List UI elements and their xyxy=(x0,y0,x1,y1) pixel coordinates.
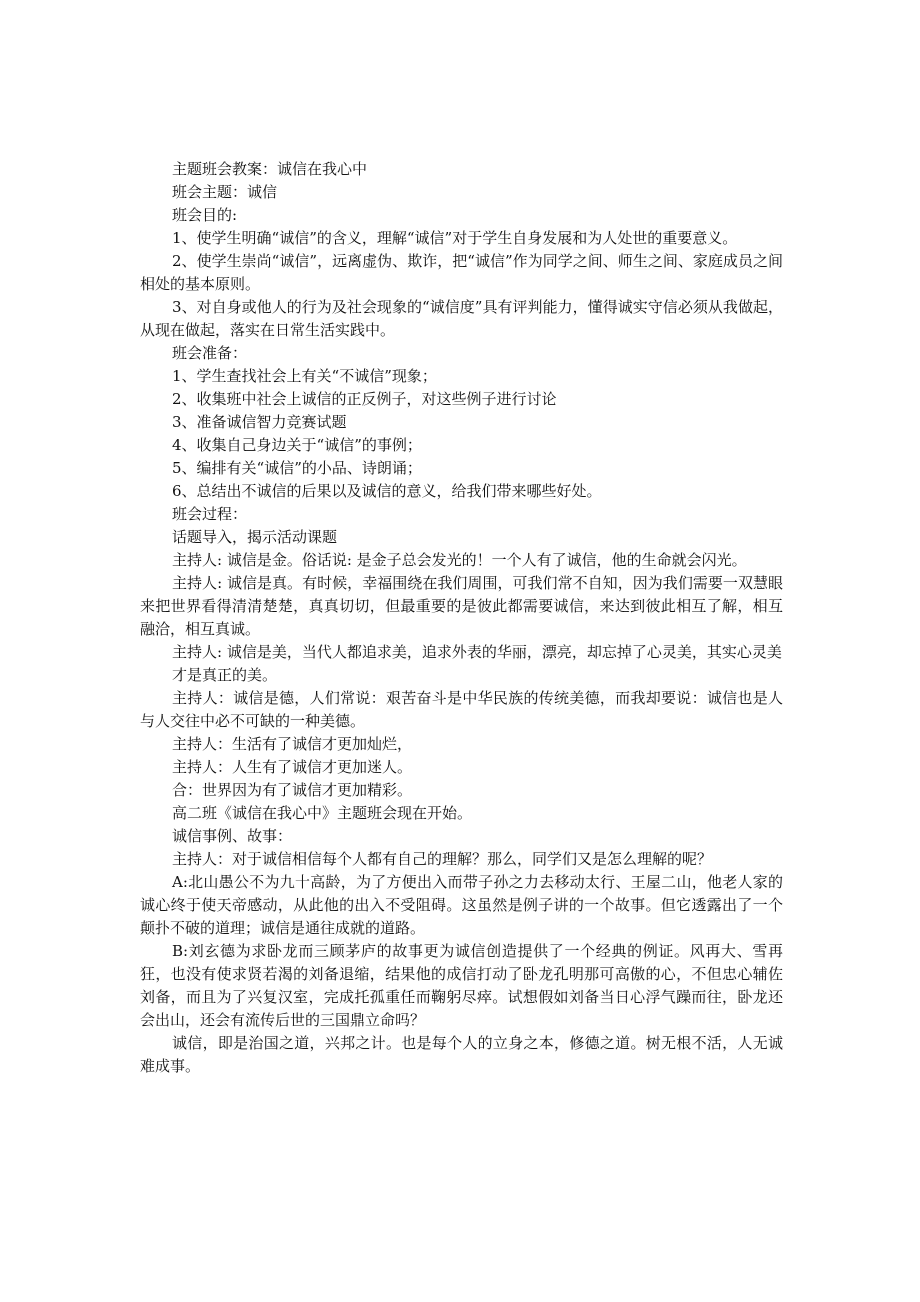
host-line-gold: 主持人: 诚信是金。俗话说: 是金子总会发光的！一个人有了诚信，他的生命就会闪光。 xyxy=(172,551,747,569)
preparation-item-6: 6、总结出不诚信的后果以及诚信的意义，给我们带来哪些好处。 xyxy=(172,482,602,500)
conclusion-paragraph: 诚信，即是治国之道，兴邦之计。也是每个人的立身之本，修德之道。树无根不活，人无诚难成事。 xyxy=(140,1034,783,1075)
preparation-item-3: 3、准备诚信智力竞赛试题 xyxy=(172,413,347,431)
preparation-item-1: 1、学生查找社会上有关“不诚信”现象； xyxy=(172,367,437,385)
story-a: A:北山愚公不为九十高龄，为了方便出入而带子孙之力去移动太行、王屋二山，他老人家的诚心终于使天帝感动，从此他的出入不受阻碍。这虽然是例子讲的一个故事。但它透露出了一个颠扑不破的道理；诚信是通往成就的道路。 xyxy=(140,873,783,937)
meeting-theme: 班会主题：诚信 xyxy=(172,183,278,201)
preparation-item-2: 2、收集班中社会上诚信的正反例子，对这些例子进行讨论 xyxy=(172,390,557,408)
purpose-item-3: 3、对自身或他人的行为及社会现象的“诚信度”具有评判能力，懂得诚实守信必须从我做起，从现在做起，落实在日常生活实践中。 xyxy=(140,298,783,339)
chorus-line: 合：世界因为有了诚信才更加精彩。 xyxy=(172,781,413,799)
section-heading-preparation: 班会准备： xyxy=(172,344,248,362)
process-intro: 话题导入，揭示活动课题 xyxy=(172,528,338,546)
story-b: B:刘玄德为求卧龙而三顾茅庐的故事更为诚信创造提供了一个经典的例证。风再大、雪再狂，也没有使求贤若渴的刘备退缩，结果他的成信打动了卧龙孔明那可高傲的心，不但忠心辅佐刘备，而且为了兴复汉室，完成托孤重任而鞠躬尽瘁。试想假如刘备当日心浮气躁而往，卧龙还会出山，还会有流传后世的三国鼎立命吗？ xyxy=(140,942,783,1029)
host-line-truth: 主持人: 诚信是真。有时候，幸福围绕在我们周围，可我们常不自知，因为我们需要一双慧眼来把世界看得清清楚楚，真真切切，但最重要的是彼此都需要诚信，来达到彼此相互了解，相互融洽，相互真诚。 xyxy=(140,574,783,638)
purpose-item-2: 2、使学生崇尚“诚信”，远离虚伪、欺诈，把“诚信”作为同学之间、师生之间、家庭成员之间相处的基本原则。 xyxy=(140,252,783,293)
host-line-life-bright: 主持人：生活有了诚信才更加灿烂， xyxy=(172,735,413,753)
host-line-beauty-continued: 才是真正的美。 xyxy=(172,666,278,684)
section-heading-process: 班会过程： xyxy=(172,505,248,523)
document-title: 主题班会教案：诚信在我心中 xyxy=(172,160,368,178)
section-heading-stories: 诚信事例、故事： xyxy=(172,827,293,845)
preparation-item-4: 4、收集自己身边关于“诚信”的事例； xyxy=(172,436,422,454)
purpose-item-1: 1、使学生明确“诚信”的含义，理解“诚信”对于学生自身发展和为人处世的重要意义。 xyxy=(172,229,738,247)
preparation-item-5: 5、编排有关“诚信”的小品、诗朗诵； xyxy=(172,459,422,477)
host-line-virtue: 主持人：诚信是德，人们常说：艰苦奋斗是中华民族的传统美德，而我却要说：诚信也是人与人交往中必不可缺的一种美德。 xyxy=(140,689,783,730)
document-body xyxy=(140,158,783,1078)
host-line-life-charming: 主持人：人生有了诚信才更加迷人。 xyxy=(172,758,413,776)
host-line-question: 主持人：对于诚信相信每个人都有自己的理解？那么，同学们又是怎么理解的呢？ xyxy=(172,850,713,868)
section-heading-purpose: 班会目的: xyxy=(172,206,238,224)
meeting-start-line: 高二班《诚信在我心中》主题班会现在开始。 xyxy=(172,804,473,822)
host-line-beauty: 主持人: 诚信是美，当代人都追求美，追求外表的华丽，漂亮，却忘掉了心灵美，其实心灵美 xyxy=(172,643,782,661)
